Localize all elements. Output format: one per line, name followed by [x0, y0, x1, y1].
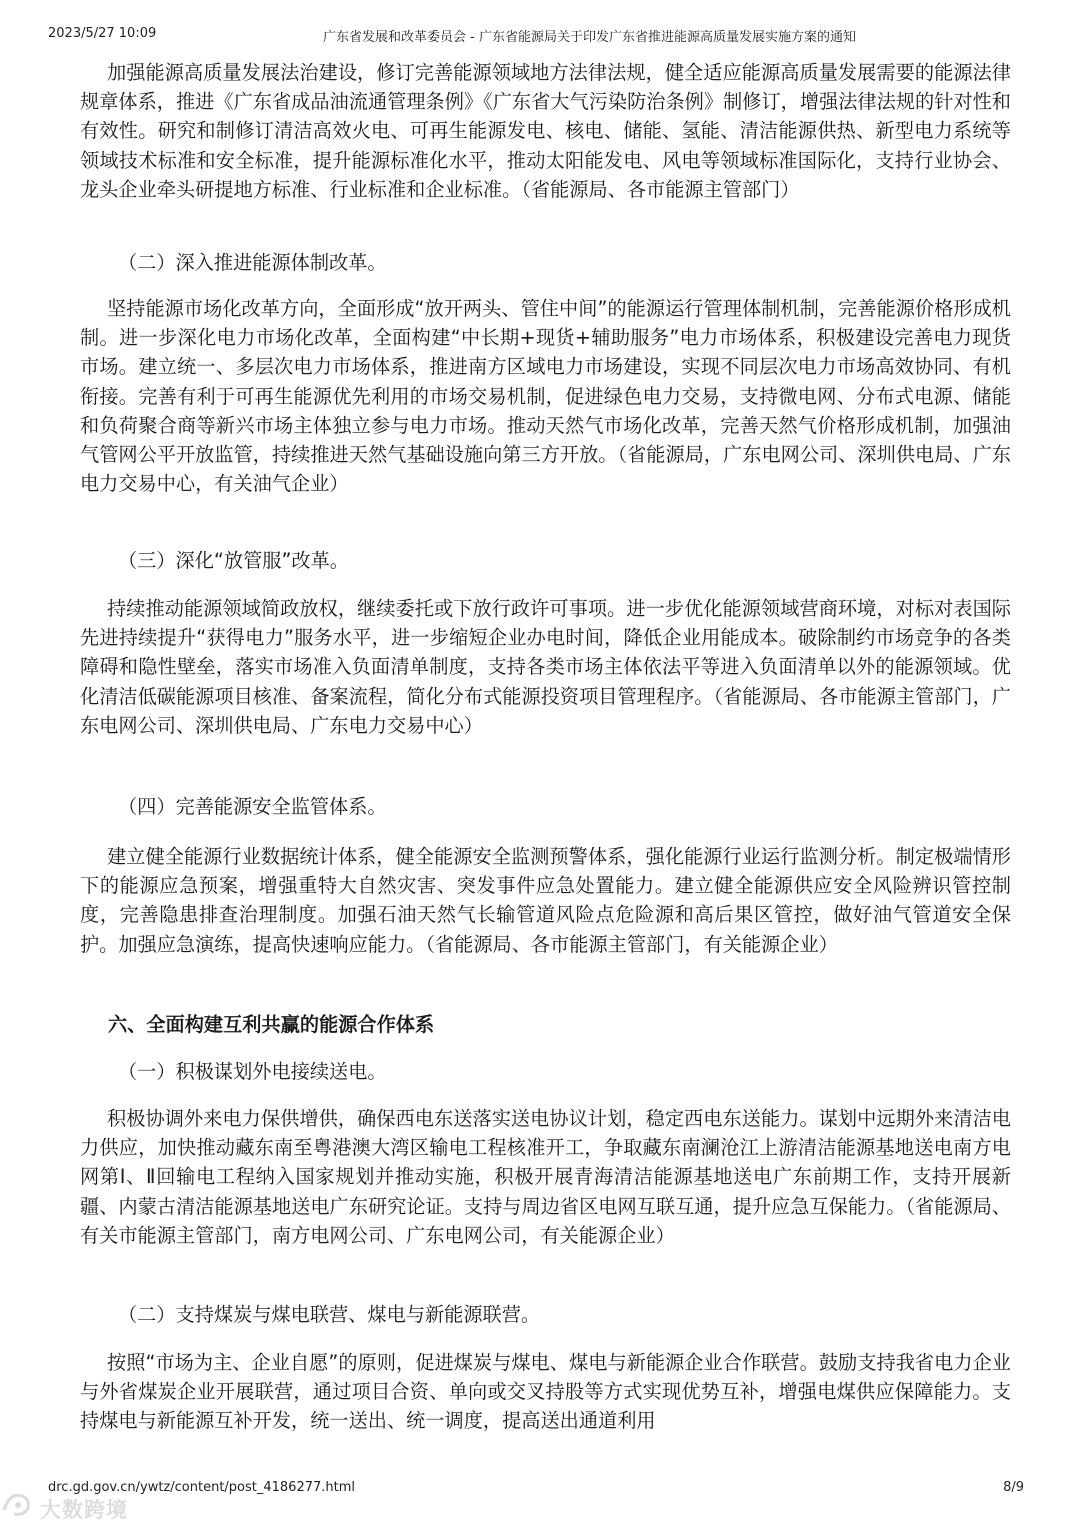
paragraph: 按照“市场为主、企业自愿”的原则，促进煤炭与煤电、煤电与新能源企业合作联营。鼓励支持我省电力企业与外省煤炭企业开展联营，通过项目合资、单向或交叉持股等方式实现优势互补，增强电煤供应保障能力。支持煤电与新能源互补开发，统一送出、统一调度，提高送出通道利用 [80, 1351, 1011, 1433]
watermark-logo-icon [0, 1488, 36, 1518]
chapter-heading: 六、全面构建互利共赢的能源合作体系 [108, 1013, 435, 1036]
page-title: 广东省发展和改革委员会 - 广东省能源局关于印发广东省推进能源高质量发展实施方案的通知 [323, 30, 856, 45]
watermark [0, 1488, 150, 1522]
source-url[interactable]: drc.gd.gov.cn/ywtz/content/post_4186277.html [48, 1480, 356, 1495]
paragraph: 坚持能源市场化改革方向，全面形成“放开两头、管住中间”的能源运行管理体制机制，完善能源价格形成机制。进一步深化电力市场化改革，全面构建“中长期+现货+辅助服务”电力市场体系，积极建设完善电力现货市场。建立统一、多层次电力市场体系，推进南方区域电力市场建设，实现不同层次电力市场高效协同、有机衔接。完善有利于可再生能源优先利用的市场交易机制，促进绿色电力交易，支持微电网、分布式电源、储能和负荷聚合商等新兴市场主体独立参与电力市场。推动天然气市场化改革，完善天然气价格形成机制，加强油气管网公平开放监管，持续推进天然气基础设施向第三方开放。（省能源局，广东电网公司、深圳供电局、广东电力交易中心，有关油气企业） [80, 297, 1011, 496]
paragraph: 积极协调外来电力保供增供，确保西电东送落实送电协议计划，稳定西电东送能力。谋划中远期外来清洁电力供应，加快推动藏东南至粤港澳大湾区输电工程核准开工，争取藏东南澜沧江上游清洁能源基地送电南方电网第Ⅰ、Ⅱ回输电工程纳入国家规划并推动实施，积极开展青海清洁能源基地送电广东前期工作，支持开展新疆、内蒙古清洁能源基地送电广东研究论证。支持与周边省区电网互联互通，提升应急互保能力。（省能源局、有关市能源主管部门，南方电网公司、广东电网公司，有关能源企业） [80, 1107, 1011, 1247]
watermark-text: 大数跨境 [40, 1498, 128, 1522]
paragraph: 加强能源高质量发展法治建设，修订完善能源领域地方法律法规，健全适应能源高质量发展需要的能源法律规章体系，推进《广东省成品油流通管理条例》《广东省大气污染防治条例》制修订，增强法律法规的针对性和有效性。研究和制修订清洁高效火电、可再生能源发电、核电、储能、氢能、清洁能源供热、新型电力系统等领域技术标准和安全标准，提升能源标准化水平，推动太阳能发电、风电等领域标准国际化，支持行业协会、龙头企业牵头研提地方标准、行业标准和企业标准。（省能源局、各市能源主管部门） [80, 61, 1011, 201]
section-heading: （三）深化“放管服”改革。 [118, 549, 349, 572]
section-heading: （一）积极谋划外电接续送电。 [118, 1060, 387, 1083]
paragraph: 建立健全能源行业数据统计体系，健全能源安全监测预警体系，强化能源行业运行监测分析。制定极端情形下的能源应急预案，增强重特大自然灾害、突发事件应急处置能力。建立健全能源供应安全风险辨识管控制度，完善隐患排查治理制度。加强石油天然气长输管道风险点危险源和高后果区管控，做好油气管道安全保护。加强应急演练，提高快速响应能力。（省能源局、各市能源主管部门，有关能源企业） [80, 845, 1011, 956]
paragraph: 持续推动能源领域简政放权，继续委托或下放行政许可事项。进一步优化能源领域营商环境，对标对表国际先进持续提升“获得电力”服务水平，进一步缩短企业办电时间，降低企业用能成本。破除制约市场竞争的各类障碍和隐性壁垒，落实市场准入负面清单制度，支持各类市场主体依法平等进入负面清单以外的能源领域。优化清洁低碳能源项目核准、备案流程，简化分布式能源投资项目管理程序。（省能源局、各市能源主管部门，广东电网公司、深圳供电局、广东电力交易中心） [80, 597, 1011, 737]
section-heading: （二）深入推进能源体制改革。 [118, 251, 387, 274]
section-heading: （四）完善能源安全监管体系。 [118, 795, 387, 818]
page-footer [48, 1480, 1024, 1500]
section-heading: （二）支持煤炭与煤电联营、煤电与新能源联营。 [118, 1303, 541, 1326]
page-number: 8/9 [1003, 1480, 1024, 1495]
page-header [48, 26, 1024, 46]
print-date: 2023/5/27 10:09 [48, 26, 157, 41]
